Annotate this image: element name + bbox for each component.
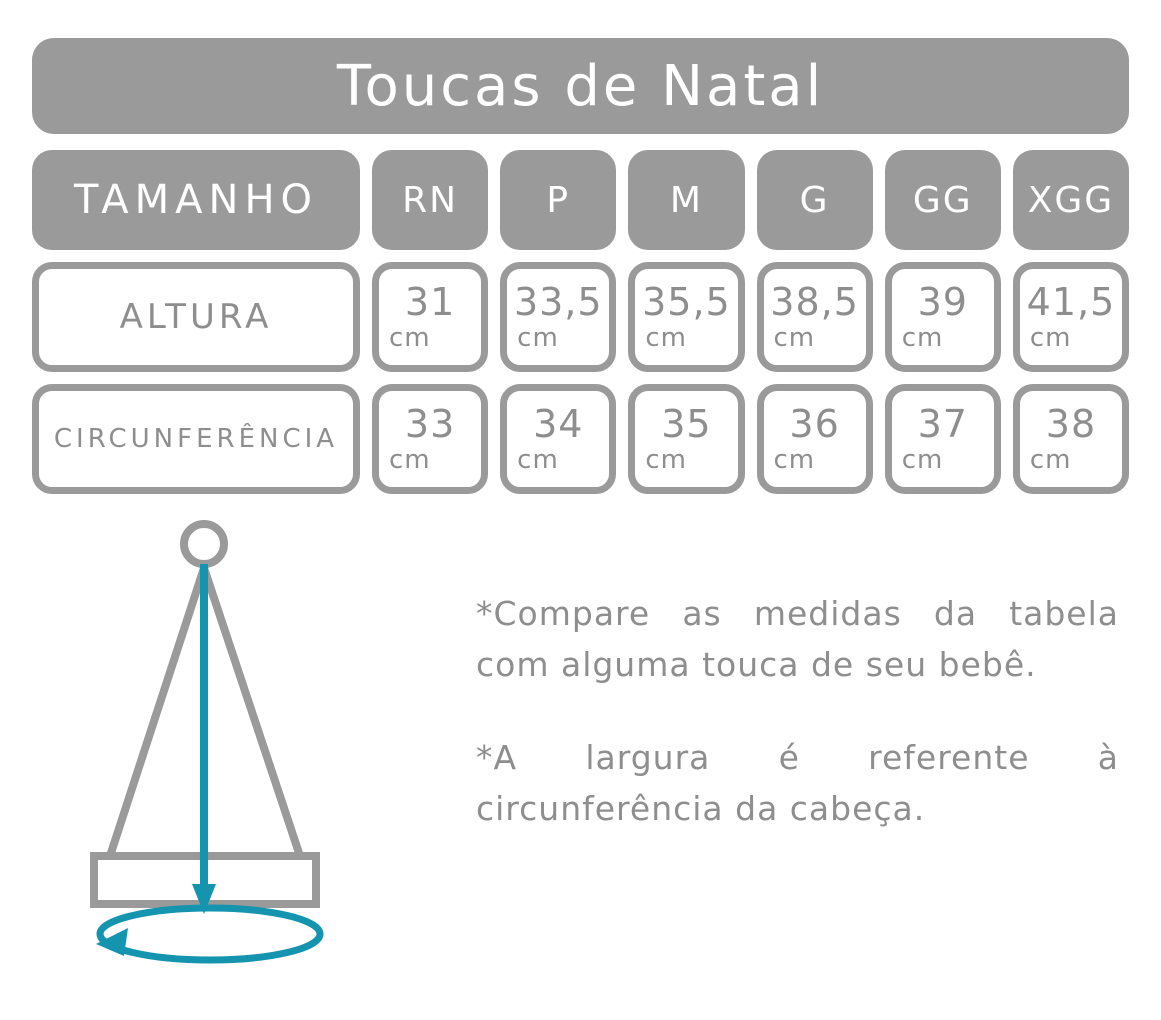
hat-diagram-svg <box>32 516 462 986</box>
pompom-icon <box>184 524 224 564</box>
cell-circ-g <box>757 384 873 494</box>
header-label-text: TAMANHO <box>73 177 319 223</box>
cell-altura-xgg <box>1013 262 1129 372</box>
cell-circ-xgg <box>1013 384 1129 494</box>
cell-circ-rn-value: 33 <box>404 402 456 446</box>
table-row-circunferencia <box>32 384 1129 494</box>
header-size-m <box>628 150 744 250</box>
row-label-circunferencia <box>32 384 360 494</box>
cell-altura-xgg-value: 41,5 <box>1026 280 1116 324</box>
cell-circ-rn-unit: cm <box>389 445 431 475</box>
note-compare-measurements: *Compare as medidas da tabela com alguma touca de seu bebê. <box>476 594 1119 685</box>
hat-illustration <box>32 516 462 986</box>
cell-circ-g-value: 36 <box>789 402 840 446</box>
table-header-row <box>32 150 1129 250</box>
row-label-circunferencia-text: CIRCUNFERÊNCIA <box>53 424 339 454</box>
cell-circ-gg-value: 37 <box>917 402 968 446</box>
note-width-reference: *A largura é referente à circunferência da cabeça. <box>476 738 1119 829</box>
row-label-altura-text: ALTURA <box>119 297 273 337</box>
cell-altura-g-value: 38,5 <box>770 280 859 324</box>
cell-circ-g-unit: cm <box>773 445 816 475</box>
cell-circ-p-value: 34 <box>533 402 584 446</box>
cell-altura-gg <box>885 262 1001 372</box>
header-label-cell <box>32 150 360 250</box>
cell-altura-g-unit: cm <box>773 323 816 353</box>
cell-altura-p-unit: cm <box>517 323 559 353</box>
cell-altura-rn-value: 31 <box>404 280 456 324</box>
header-size-gg <box>885 150 1001 250</box>
header-size-xgg-text: XGG <box>1027 179 1115 221</box>
header-size-rn <box>372 150 488 250</box>
size-table <box>32 150 1129 494</box>
header-size-m-text: M <box>669 179 703 221</box>
row-label-altura <box>32 262 360 372</box>
cell-circ-xgg-unit: cm <box>1029 445 1072 475</box>
cell-altura-m <box>628 262 744 372</box>
cell-circ-gg <box>885 384 1001 494</box>
cell-circ-gg-unit: cm <box>901 445 944 475</box>
header-size-g <box>757 150 873 250</box>
cell-circ-m-value: 35 <box>661 402 712 446</box>
header-size-gg-text: GG <box>912 179 973 221</box>
cell-altura-rn <box>372 262 488 372</box>
notes-section <box>462 516 1129 986</box>
cell-altura-g <box>757 262 873 372</box>
cell-altura-rn-unit: cm <box>389 323 431 353</box>
circumference-ellipse <box>100 908 320 960</box>
cell-altura-m-value: 35,5 <box>642 280 731 324</box>
cell-altura-m-unit: cm <box>645 323 687 353</box>
page-title-bar <box>32 38 1129 134</box>
cell-altura-p-value: 33,5 <box>513 280 603 324</box>
bottom-section <box>32 516 1129 986</box>
header-size-rn-text: RN <box>402 179 459 221</box>
table-row-altura <box>32 262 1129 372</box>
header-size-xgg <box>1013 150 1129 250</box>
page-title: Toucas de Natal <box>336 53 825 119</box>
cell-circ-p <box>500 384 616 494</box>
header-size-g-text: G <box>799 179 830 221</box>
cell-altura-gg-unit: cm <box>901 323 944 353</box>
cell-altura-xgg-unit: cm <box>1029 323 1072 353</box>
cell-altura-p <box>500 262 616 372</box>
header-size-p-text: P <box>546 179 571 221</box>
header-size-p <box>500 150 616 250</box>
cell-circ-xgg-value: 38 <box>1045 402 1097 446</box>
cell-circ-rn <box>372 384 488 494</box>
cell-circ-p-unit: cm <box>517 445 559 475</box>
cell-circ-m <box>628 384 744 494</box>
cell-circ-m-unit: cm <box>645 445 687 475</box>
cell-altura-gg-value: 39 <box>917 280 968 324</box>
